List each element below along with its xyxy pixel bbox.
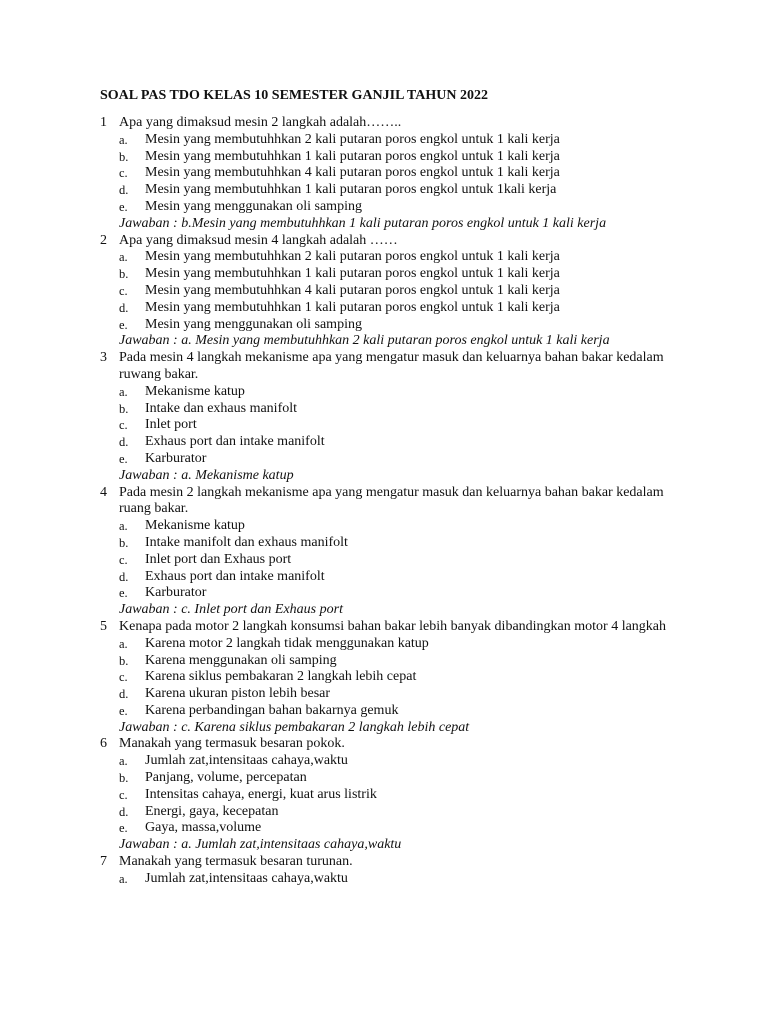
option-item — [100, 787, 680, 804]
option-letter: c. — [119, 283, 128, 298]
option-list — [100, 132, 680, 216]
option-text: Panjang, volume, percepatan — [145, 770, 307, 786]
option-letter: e. — [119, 451, 128, 466]
question-item — [100, 350, 680, 484]
answer-text: Jawaban : a. Jumlah zat,intensitaas cahaya,waktu — [119, 837, 402, 853]
option-letter: b. — [119, 401, 129, 416]
option-text: Mesin yang membutuhhkan 1 kali putaran poros engkol untuk 1 kali kerja — [145, 299, 560, 315]
option-text: Mesin yang membutuhhkan 2 kali putaran poros engkol untuk 1 kali kerja — [145, 131, 560, 147]
option-letter: a. — [119, 871, 128, 886]
option-letter: e. — [119, 586, 128, 601]
option-text: Exhaus port dan intake manifolt — [145, 434, 325, 450]
option-letter: a. — [119, 519, 128, 534]
option-text: Mesin yang membutuhhkan 2 kali putaran poros engkol untuk 1 kali kerja — [145, 249, 560, 265]
option-list — [100, 636, 680, 720]
option-item — [100, 401, 680, 418]
option-text: Gaya, massa,volume — [145, 820, 262, 836]
option-item — [100, 417, 680, 434]
option-list — [100, 249, 680, 333]
option-item — [100, 283, 680, 300]
document-title: SOAL PAS TDO KELAS 10 SEMESTER GANJIL TAHUN 2022 — [100, 88, 488, 103]
option-text: Mesin yang membutuhhkan 1 kali putaran poros engkol untuk 1 kali kerja — [145, 266, 560, 282]
option-item — [100, 636, 680, 653]
option-item — [100, 552, 680, 569]
option-text: Mesin yang membutuhhkan 1 kali putaran poros engkol untuk 1kali kerja — [145, 182, 557, 198]
option-item — [100, 653, 680, 670]
option-item — [100, 585, 680, 602]
option-letter: d. — [119, 435, 129, 450]
option-item — [100, 149, 680, 166]
option-letter: e. — [119, 821, 128, 836]
question-item — [100, 736, 680, 854]
option-text: Mesin yang membutuhhkan 4 kali putaran poros engkol untuk 1 kali kerja — [145, 165, 560, 181]
option-item — [100, 199, 680, 216]
question-number: 7 — [100, 854, 107, 870]
option-item — [100, 871, 680, 888]
option-text: Intake dan exhaus manifolt — [145, 400, 298, 416]
option-text: Karena menggunakan oli samping — [145, 652, 337, 668]
option-letter: e. — [119, 317, 128, 332]
answer-text: Jawaban : a. Mekanisme katup — [119, 467, 294, 483]
option-letter: a. — [119, 754, 128, 769]
question-item — [100, 485, 680, 619]
option-item — [100, 804, 680, 821]
option-letter: e. — [119, 703, 128, 718]
option-item — [100, 249, 680, 266]
option-item — [100, 686, 680, 703]
option-letter: a. — [119, 384, 128, 399]
option-letter: c. — [119, 787, 128, 802]
option-item — [100, 384, 680, 401]
question-number: 2 — [100, 232, 107, 248]
option-text: Energi, gaya, kecepatan — [145, 803, 279, 819]
option-item — [100, 703, 680, 720]
question-text: Pada mesin 4 langkah mekanisme apa yang mengatur masuk dan keluarnya bahan bakar kedalam ruwang bakar. — [119, 350, 664, 382]
option-text: Karburator — [145, 450, 207, 466]
question-header — [100, 115, 680, 132]
question-number: 5 — [100, 618, 107, 634]
option-text: Karena siklus pembakaran 2 langkah lebih cepat — [145, 669, 417, 685]
option-letter: c. — [119, 552, 128, 567]
question-number: 1 — [100, 115, 107, 130]
answer-text: Jawaban : c. Inlet port dan Exhaus port — [119, 602, 343, 618]
question-item — [100, 233, 680, 351]
question-text: Apa yang dimaksud mesin 2 langkah adalah…….. — [119, 115, 402, 130]
question-text: Manakah yang termasuk besaran pokok. — [119, 736, 345, 752]
option-text: Exhaus port dan intake manifolt — [145, 568, 325, 584]
option-item — [100, 182, 680, 199]
option-text: Mesin yang menggunakan oli samping — [145, 198, 362, 214]
option-list — [100, 871, 680, 888]
option-item — [100, 669, 680, 686]
option-item — [100, 518, 680, 535]
question-header — [100, 854, 680, 871]
option-letter: b. — [119, 771, 129, 786]
option-text: Jumlah zat,intensitaas cahaya,waktu — [145, 870, 348, 886]
option-text: Mekanisme katup — [145, 383, 245, 399]
option-letter: d. — [119, 804, 129, 819]
option-item — [100, 165, 680, 182]
question-header — [100, 485, 680, 519]
option-letter: e. — [119, 199, 128, 214]
option-item — [100, 434, 680, 451]
option-letter: d. — [119, 183, 129, 198]
option-item — [100, 451, 680, 468]
option-letter: c. — [119, 166, 128, 181]
option-letter: a. — [119, 250, 128, 265]
option-text: Mesin yang menggunakan oli samping — [145, 316, 362, 332]
option-letter: c. — [119, 418, 128, 433]
option-text: Intake manifolt dan exhaus manifolt — [145, 534, 348, 550]
option-item — [100, 753, 680, 770]
option-item — [100, 132, 680, 149]
question-header — [100, 350, 680, 384]
question-text: Pada mesin 2 langkah mekanisme apa yang mengatur masuk dan keluarnya bahan bakar kedalam ruang bakar. — [119, 484, 664, 517]
option-text: Intensitas cahaya, energi, kuat arus listrik — [145, 786, 377, 802]
option-letter: b. — [119, 653, 129, 668]
question-text: Apa yang dimaksud mesin 4 langkah adalah …… — [119, 232, 398, 248]
option-letter: d. — [119, 687, 129, 702]
option-text: Mekanisme katup — [145, 518, 245, 534]
question-list — [100, 115, 680, 888]
option-text: Karena ukuran piston lebih besar — [145, 686, 331, 702]
option-text: Jumlah zat,intensitaas cahaya,waktu — [145, 753, 348, 769]
option-letter: d. — [119, 300, 129, 315]
option-letter: c. — [119, 670, 128, 685]
question-item — [100, 115, 680, 233]
option-item — [100, 266, 680, 283]
option-letter: a. — [119, 132, 128, 147]
option-item — [100, 820, 680, 837]
option-item — [100, 300, 680, 317]
option-letter: b. — [119, 267, 129, 282]
question-number: 3 — [100, 350, 107, 366]
option-list — [100, 384, 680, 468]
option-text: Mesin yang membutuhhkan 1 kali putaran poros engkol untuk 1 kali kerja — [145, 148, 560, 164]
option-text: Inlet port — [145, 417, 197, 433]
option-item — [100, 569, 680, 586]
option-text: Mesin yang membutuhhkan 4 kali putaran poros engkol untuk 1 kali kerja — [145, 282, 560, 298]
question-number: 6 — [100, 736, 107, 752]
answer-text: Jawaban : a. Mesin yang membutuhhkan 2 kali putaran poros engkol untuk 1 kali kerja — [119, 333, 610, 349]
question-item — [100, 619, 680, 737]
question-item — [100, 854, 680, 888]
option-letter: d. — [119, 569, 129, 584]
question-number: 4 — [100, 484, 107, 500]
option-text: Karburator — [145, 585, 207, 601]
question-header — [100, 233, 680, 250]
answer-text: Jawaban : c. Karena siklus pembakaran 2 langkah lebih cepat — [119, 719, 470, 735]
option-letter: a. — [119, 636, 128, 651]
option-letter: b. — [119, 149, 129, 164]
option-item — [100, 535, 680, 552]
question-text: Manakah yang termasuk besaran turunan. — [119, 854, 353, 870]
option-list — [100, 518, 680, 602]
question-text: Kenapa pada motor 2 langkah konsumsi bahan bakar lebih banyak dibandingkan motor 4 langkah — [119, 618, 667, 634]
option-letter: b. — [119, 535, 129, 550]
question-header — [100, 619, 680, 636]
option-item — [100, 317, 680, 334]
option-text: Karena motor 2 langkah tidak menggunakan katup — [145, 635, 429, 651]
answer-text: Jawaban : b.Mesin yang membutuhhkan 1 kali putaran poros engkol untuk 1 kali kerja — [119, 215, 607, 231]
option-list — [100, 753, 680, 837]
option-text: Karena perbandingan bahan bakarnya gemuk — [145, 702, 399, 718]
question-header — [100, 736, 680, 753]
option-item — [100, 770, 680, 787]
option-text: Inlet port dan Exhaus port — [145, 551, 292, 567]
